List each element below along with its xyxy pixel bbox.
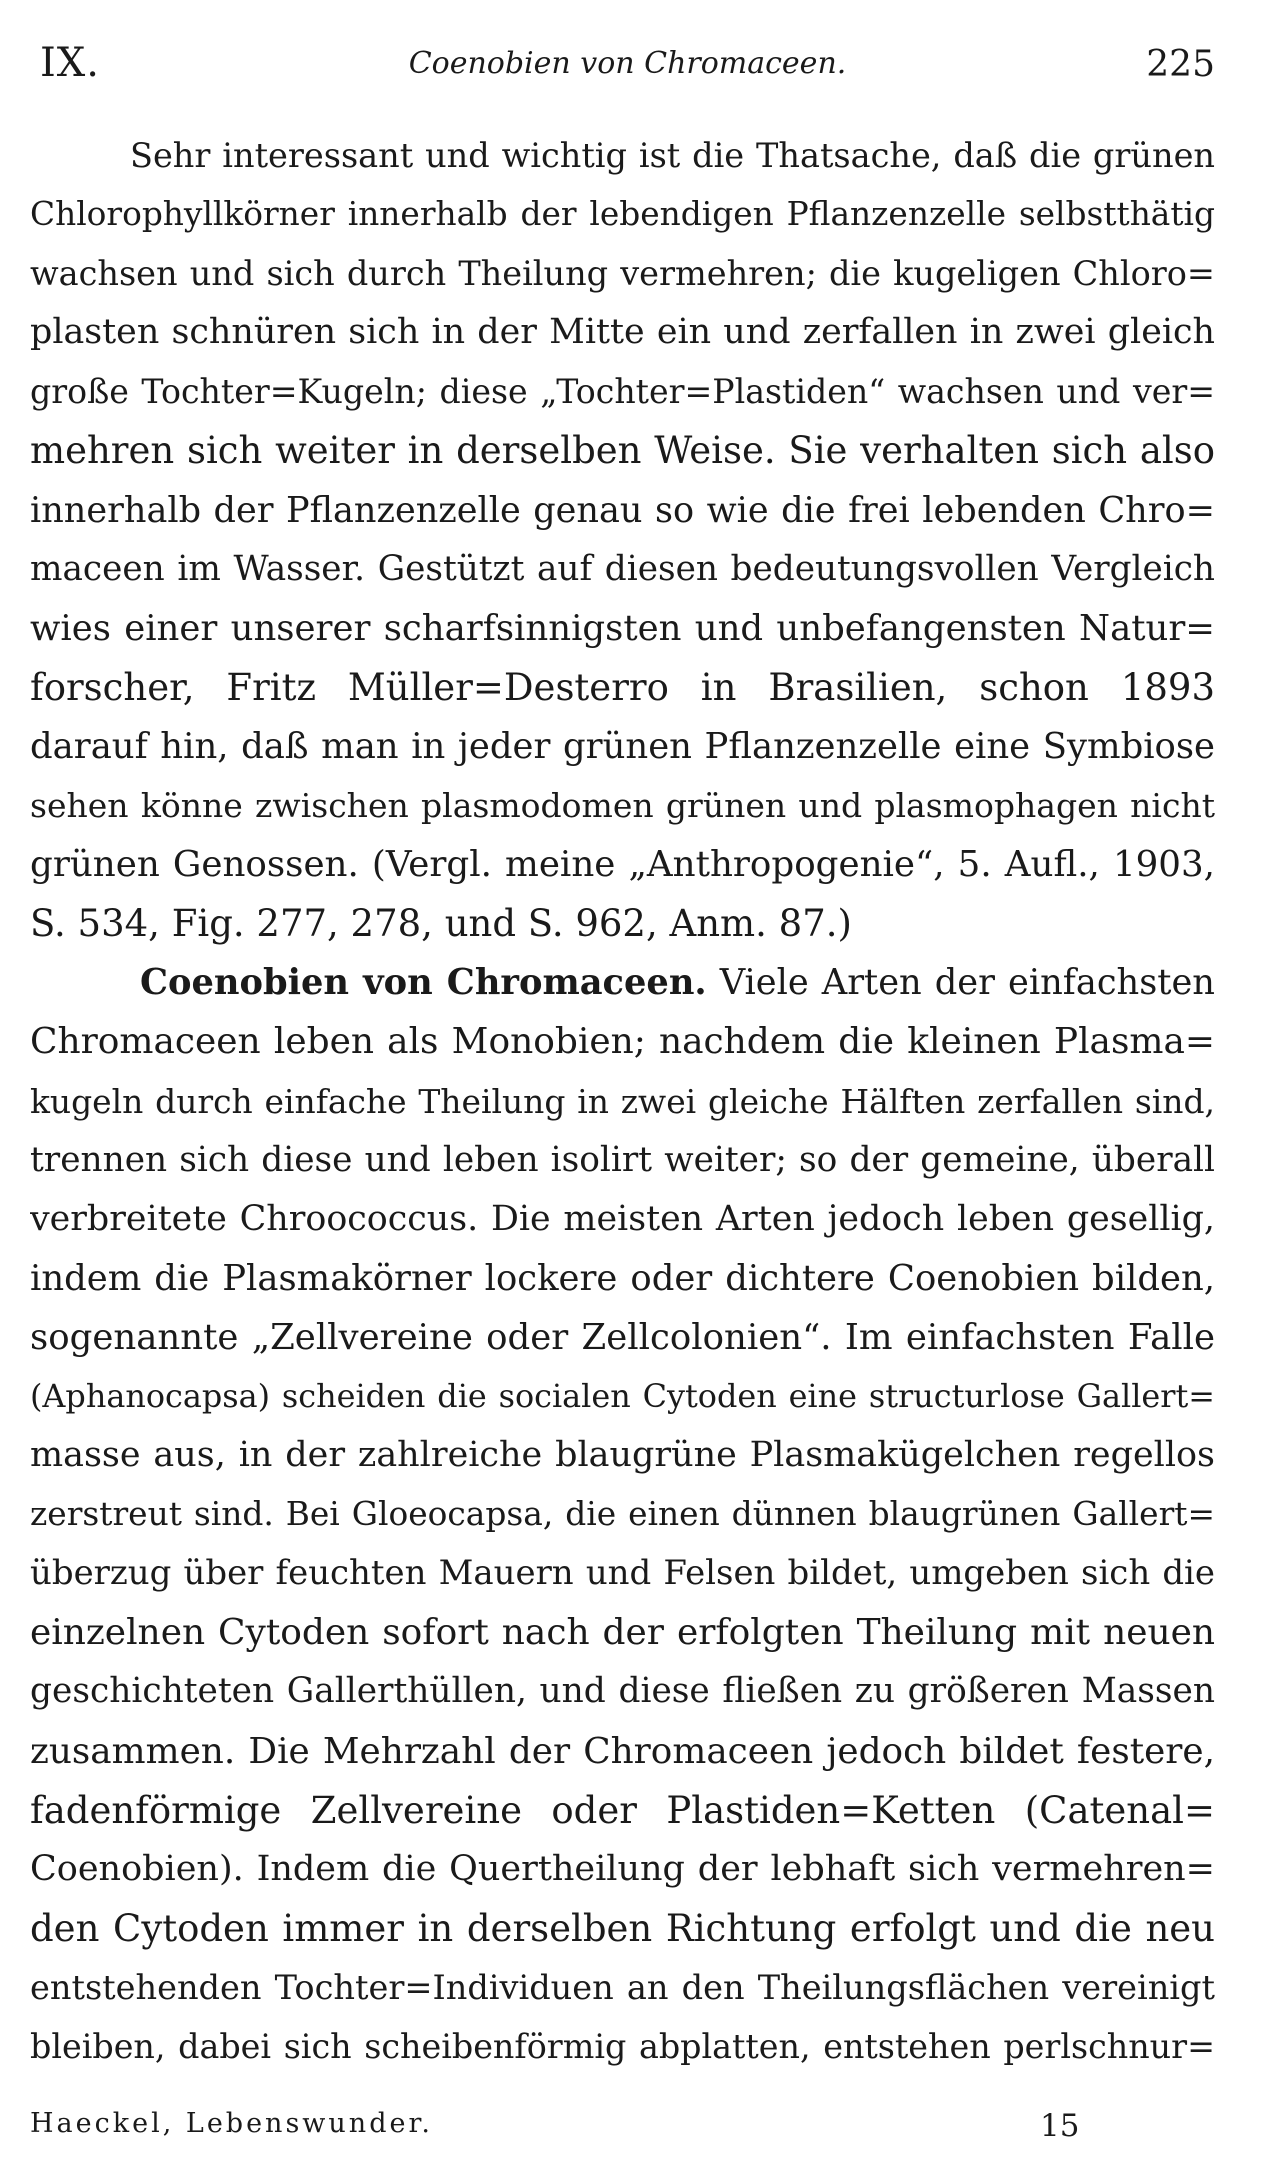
- text-line: mehren sich weiter in derselben Weise. Sie verhalten sich also: [30, 429, 1215, 473]
- text-line: den Cytoden immer in derselben Richtung erfolgt und die neu: [30, 1906, 1215, 1950]
- text-line-rest: Viele Arten der einfachsten: [719, 962, 1215, 1004]
- text-line: sogenannte „Zellvereine oder Zellcolonien“. Im einfachsten Falle: [30, 1316, 1215, 1358]
- printer-signature: 15: [1040, 2108, 1080, 2144]
- text-line: Chlorophyllkörner innerhalb der lebendigen Pflanzenzelle selbstthätig: [30, 195, 1215, 234]
- section-heading: Coenobien von Chromaceen.: [140, 962, 707, 1004]
- section-first-line: [30, 953, 1215, 1012]
- page-footer: [30, 2108, 1215, 2153]
- body-text: [30, 126, 1215, 2076]
- text-line: (Aphanocapsa) scheiden die socialen Cytoden eine structurlose Gallert=: [30, 1376, 1215, 1415]
- text-line: zerstreut sind. Bei Gloeocapsa, die einen dünnen blaugrünen Gallert=: [30, 1495, 1215, 1534]
- text-line: masse aus, in der zahlreiche blaugrüne Plasmakügelchen regellos: [30, 1435, 1215, 1476]
- text-line: verbreitete Chroococcus. Die meisten Arten jedoch leben gesellig,: [30, 1198, 1215, 1239]
- text-line: einzelnen Cytoden sofort nach der erfolgten Theilung mit neuen: [30, 1612, 1215, 1654]
- text-line: trennen sich diese und leben isolirt weiter; so der gemeine, überall: [30, 1139, 1215, 1180]
- text-line: forscher, Fritz Müller=Desterro in Brasilien, schon 1893: [30, 665, 1215, 709]
- text-line: geschichteten Gallerthüllen, und diese fließen zu größeren Massen: [30, 1671, 1215, 1712]
- running-header: [40, 40, 1215, 100]
- text-line: darauf hin, daß man in jeder grünen Pflanzenzelle eine Symbiose: [30, 725, 1215, 767]
- text-line: plasten schnüren sich in der Mitte ein und zerfallen in zwei gleich: [30, 312, 1215, 353]
- text-line: S. 534, Fig. 277, 278, und S. 962, Anm. 87.): [30, 902, 852, 946]
- text-line: Sehr interessant und wichtig ist die Thatsache, daß die grünen: [130, 136, 1215, 175]
- text-line: wachsen und sich durch Theilung vermehren; die kugeligen Chloro=: [30, 254, 1215, 294]
- text-line: grünen Genossen. (Vergl. meine „Anthropogenie“, 5. Aufl., 1903,: [30, 844, 1215, 886]
- text-line: zusammen. Die Mehrzahl der Chromaceen jedoch bildet festere,: [30, 1730, 1215, 1772]
- page-number: 225: [1146, 44, 1215, 85]
- chapter-number: IX.: [40, 40, 100, 86]
- text-line: bleiben, dabei sich scheibenförmig abplatten, entstehen perlschnur=: [30, 2027, 1215, 2066]
- text-line: kugeln durch einfache Theilung in zwei gleiche Hälften zerfallen sind,: [30, 1081, 1215, 1121]
- text-line: maceen im Wasser. Gestützt auf diesen bedeutungsvollen Vergleich: [30, 548, 1215, 589]
- text-line: große Tochter=Kugeln; diese „Tochter=Plastiden“ wachsen und ver=: [30, 372, 1215, 412]
- text-line: Coenobien). Indem die Quertheilung der lebhaft sich vermehren=: [30, 1848, 1215, 1889]
- text-line: Chromaceen leben als Monobien; nachdem die kleinen Plasma=: [30, 1021, 1215, 1063]
- text-line: überzug über feuchten Mauern und Felsen bildet, umgeben sich die: [30, 1553, 1215, 1594]
- running-title: Coenobien von Chromaceen.: [408, 46, 847, 81]
- text-line: innerhalb der Pflanzenzelle genau so wie die frei lebenden Chro=: [30, 489, 1215, 531]
- text-line: wies einer unserer scharfsinnigsten und unbefangensten Natur=: [30, 607, 1215, 649]
- text-line: entstehenden Tochter=Individuen an den Theilungsflächen vereinigt: [30, 1967, 1215, 2007]
- text-line: indem die Plasmakörner lockere oder dichtere Coenobien bilden,: [30, 1257, 1215, 1299]
- text-line: fadenförmige Zellvereine oder Plastiden=Ketten (Catenal=: [30, 1788, 1215, 1832]
- text-line: sehen könne zwischen plasmodomen grünen und plasmophagen nicht: [30, 786, 1215, 826]
- footer-book-title: Haeckel, Lebenswunder.: [30, 2108, 433, 2139]
